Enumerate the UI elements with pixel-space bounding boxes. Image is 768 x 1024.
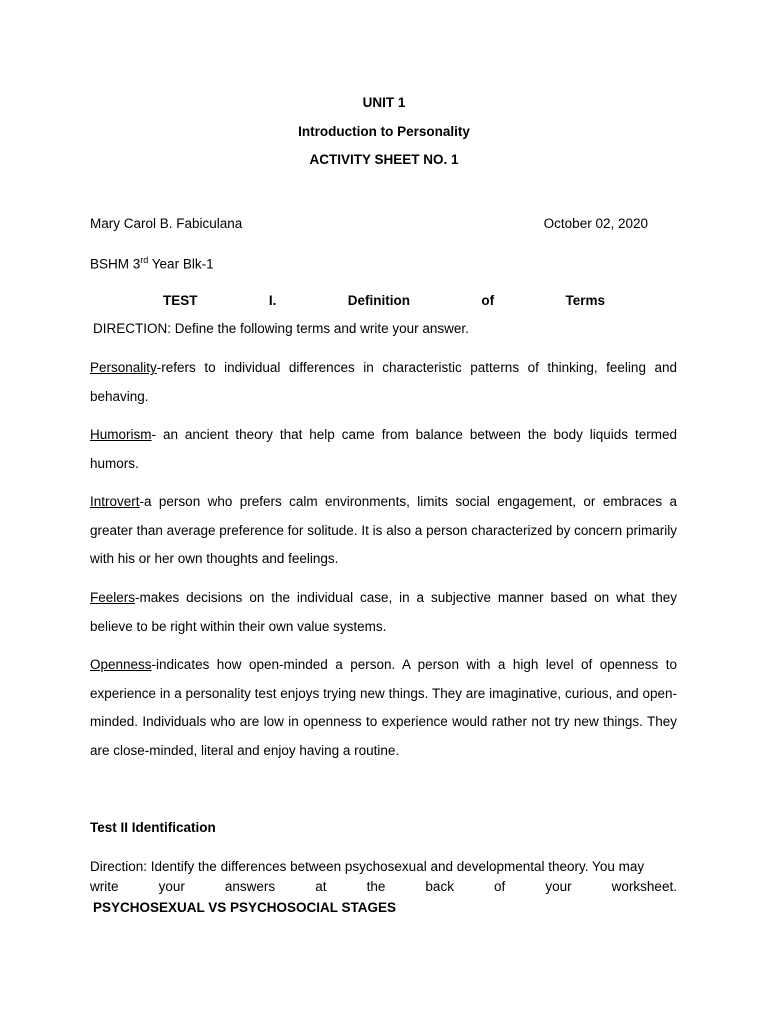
term-label: Openness [90, 657, 152, 672]
direction-word: of [494, 879, 506, 894]
direction-word: write [90, 879, 119, 894]
test2-direction-line [90, 879, 677, 894]
test2-direction-text: Direction: Identify the differences between psychosexual and developmental theory. You may [90, 859, 645, 874]
course-superscript: rd [140, 255, 149, 265]
term-label: Feelers [90, 590, 136, 605]
test2-direction-line [90, 859, 677, 874]
term-label: Introvert [90, 494, 140, 509]
student-info-row [90, 216, 677, 231]
course-section [90, 255, 214, 272]
course-prefix: BSHM 3 [90, 256, 141, 272]
course-suffix: Year Blk-1 [148, 256, 214, 272]
direction-word: your [545, 879, 572, 894]
test1-word: TEST [163, 293, 198, 308]
test2-subheading: PSYCHOSEXUAL VS PSYCHOSOCIAL STAGES [93, 900, 397, 915]
term-text: -indicates how open-minded a person. A person with a high level of openness to experience in a personality test enjoys trying new things. They are imaginative, curious, and open-minded. Individuals who are low in openness to experience would rather not try new things. They are close-minded, literal and enjoy having a routine. [90, 657, 677, 758]
direction-word: answers [224, 879, 276, 894]
test1-word: I. [268, 293, 277, 308]
term-definition [90, 584, 677, 641]
term-text: -refers to individual differences in characteristic patterns of thinking, feeling and behaving. [90, 360, 677, 404]
activity-heading: ACTIVITY SHEET NO. 1 [309, 152, 459, 167]
term-text: - an ancient theory that help came from balance between the body liquids termed humors. [90, 427, 677, 471]
test2-heading: Test II Identification [90, 820, 216, 835]
direction-word: worksheet. [611, 879, 677, 894]
term-label: Humorism [90, 427, 152, 442]
test1-word: Terms [565, 293, 605, 308]
term-definition [90, 651, 677, 765]
document-title: Introduction to Personality [298, 124, 470, 139]
direction-word: the [366, 879, 386, 894]
term-definition [90, 421, 677, 478]
term-text: -a person who prefers calm environments, limits social engagement, or embraces a greater than average preference for solitude. It is also a person characterized by concern primarily with his or her own thoughts and feelings. [90, 494, 677, 566]
term-definition [90, 488, 677, 574]
test1-direction: DIRECTION: Define the following terms and write your answer. [93, 321, 469, 336]
test1-heading [163, 293, 605, 308]
test1-word: of [481, 293, 495, 308]
term-definition [90, 354, 677, 411]
submission-date: October 02, 2020 [543, 216, 648, 231]
term-label: Personality [90, 360, 157, 375]
test1-word: Definition [347, 293, 410, 308]
term-text: -makes decisions on the individual case, in a subjective manner based on what they believe to be right within their own value systems. [90, 590, 677, 634]
direction-word: your [158, 879, 185, 894]
unit-heading: UNIT 1 [362, 95, 406, 110]
direction-word: at [315, 879, 327, 894]
direction-word: back [425, 879, 454, 894]
student-name: Mary Carol B. Fabiculana [90, 216, 243, 231]
